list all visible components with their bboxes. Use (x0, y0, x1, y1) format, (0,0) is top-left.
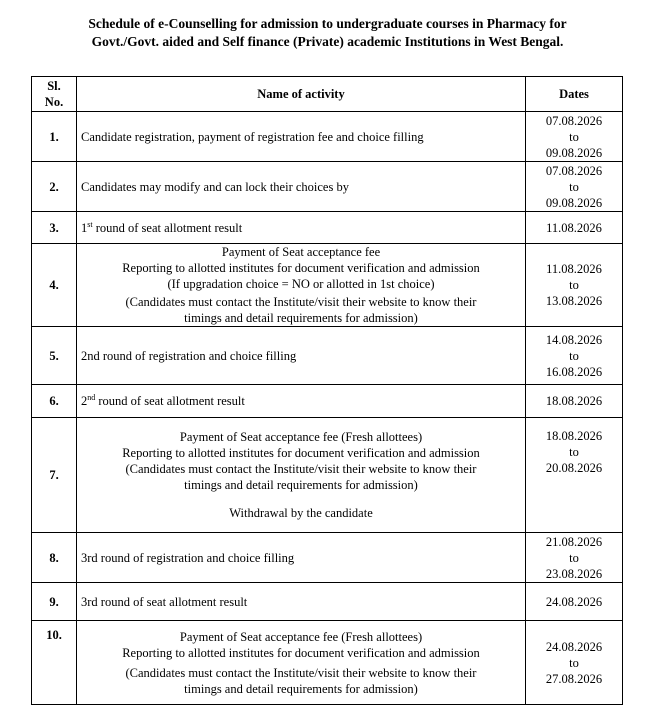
row-activity: 2nd round of registration and choice filling (77, 327, 526, 385)
table-row (32, 327, 623, 385)
table-row (32, 583, 623, 621)
table-row (32, 244, 623, 327)
row-dates: 11.08.2026 (526, 212, 623, 244)
row-dates: 24.08.2026 to 27.08.2026 (526, 621, 623, 705)
table-row (32, 162, 623, 212)
row-sl-no: 8. (32, 533, 77, 583)
header-row (32, 77, 623, 112)
row-sl-no: 7. (32, 418, 77, 533)
table-row (32, 212, 623, 244)
row-dates: 18.08.2026 (526, 385, 623, 418)
table-row (32, 418, 623, 533)
row-sl-no: 9. (32, 583, 77, 621)
row-sl-no: 1. (32, 112, 77, 162)
row-sl-no: 2. (32, 162, 77, 212)
row-sl-no: 3. (32, 212, 77, 244)
row-sl-no: 4. (32, 244, 77, 327)
row-dates: 14.08.2026 to 16.08.2026 (526, 327, 623, 385)
row-dates: 07.08.2026 to 09.08.2026 (526, 112, 623, 162)
row-activity: 1st round of seat allotment result (77, 212, 526, 244)
row-activity: Candidate registration, payment of registration fee and choice filling (77, 112, 526, 162)
row-sl-no: 6. (32, 385, 77, 418)
row-dates: 24.08.2026 (526, 583, 623, 621)
row-activity: 3rd round of registration and choice filling (77, 533, 526, 583)
title-line-2: Govt./Govt. aided and Self finance (Private) academic Institutions in West Bengal. (91, 34, 564, 49)
header-activity: Name of activity (77, 77, 526, 112)
table-row (32, 533, 623, 583)
row-activity: Payment of Seat acceptance fee (Fresh allottees) Reporting to allotted institutes for document verification and admission (Candidates must contact the Institute/visit their website to know their timings and detail requirements for admission) (77, 621, 526, 705)
row-activity: Payment of Seat acceptance fee (Fresh allottees) Reporting to allotted institutes for document verification and admission (Candidates must contact the Institute/visit their website to know their timings and detail requirements for admission) Withdrawal by the candidate (77, 418, 526, 533)
table-row (32, 621, 623, 705)
row-dates: 11.08.2026 to 13.08.2026 (526, 244, 623, 327)
title-line-1: Schedule of e-Counselling for admission to undergraduate courses in Pharmacy for (88, 16, 567, 31)
row-sl-no: 10. (32, 621, 77, 705)
row-activity: Payment of Seat acceptance fee Reporting to allotted institutes for document verification and admission (If upgradation choice = NO or allotted in 1st choice) (Candidates must contact the Institute/visit their website to know their timings and detail requirements for admission) (77, 244, 526, 327)
row-dates: 07.08.2026 to 09.08.2026 (526, 162, 623, 212)
row-dates: 21.08.2026 to 23.08.2026 (526, 533, 623, 583)
row-activity: 3rd round of seat allotment result (77, 583, 526, 621)
schedule-table (31, 76, 623, 705)
header-dates: Dates (526, 77, 623, 112)
row-activity: Candidates may modify and can lock their choices by (77, 162, 526, 212)
header-sl-no: Sl. No. (32, 77, 77, 112)
row-dates: 18.08.2026 to 20.08.2026 (526, 418, 623, 533)
row-sl-no: 5. (32, 327, 77, 385)
document-title (0, 15, 655, 51)
row-activity: 2nd round of seat allotment result (77, 385, 526, 418)
table-row (32, 385, 623, 418)
table-row (32, 112, 623, 162)
